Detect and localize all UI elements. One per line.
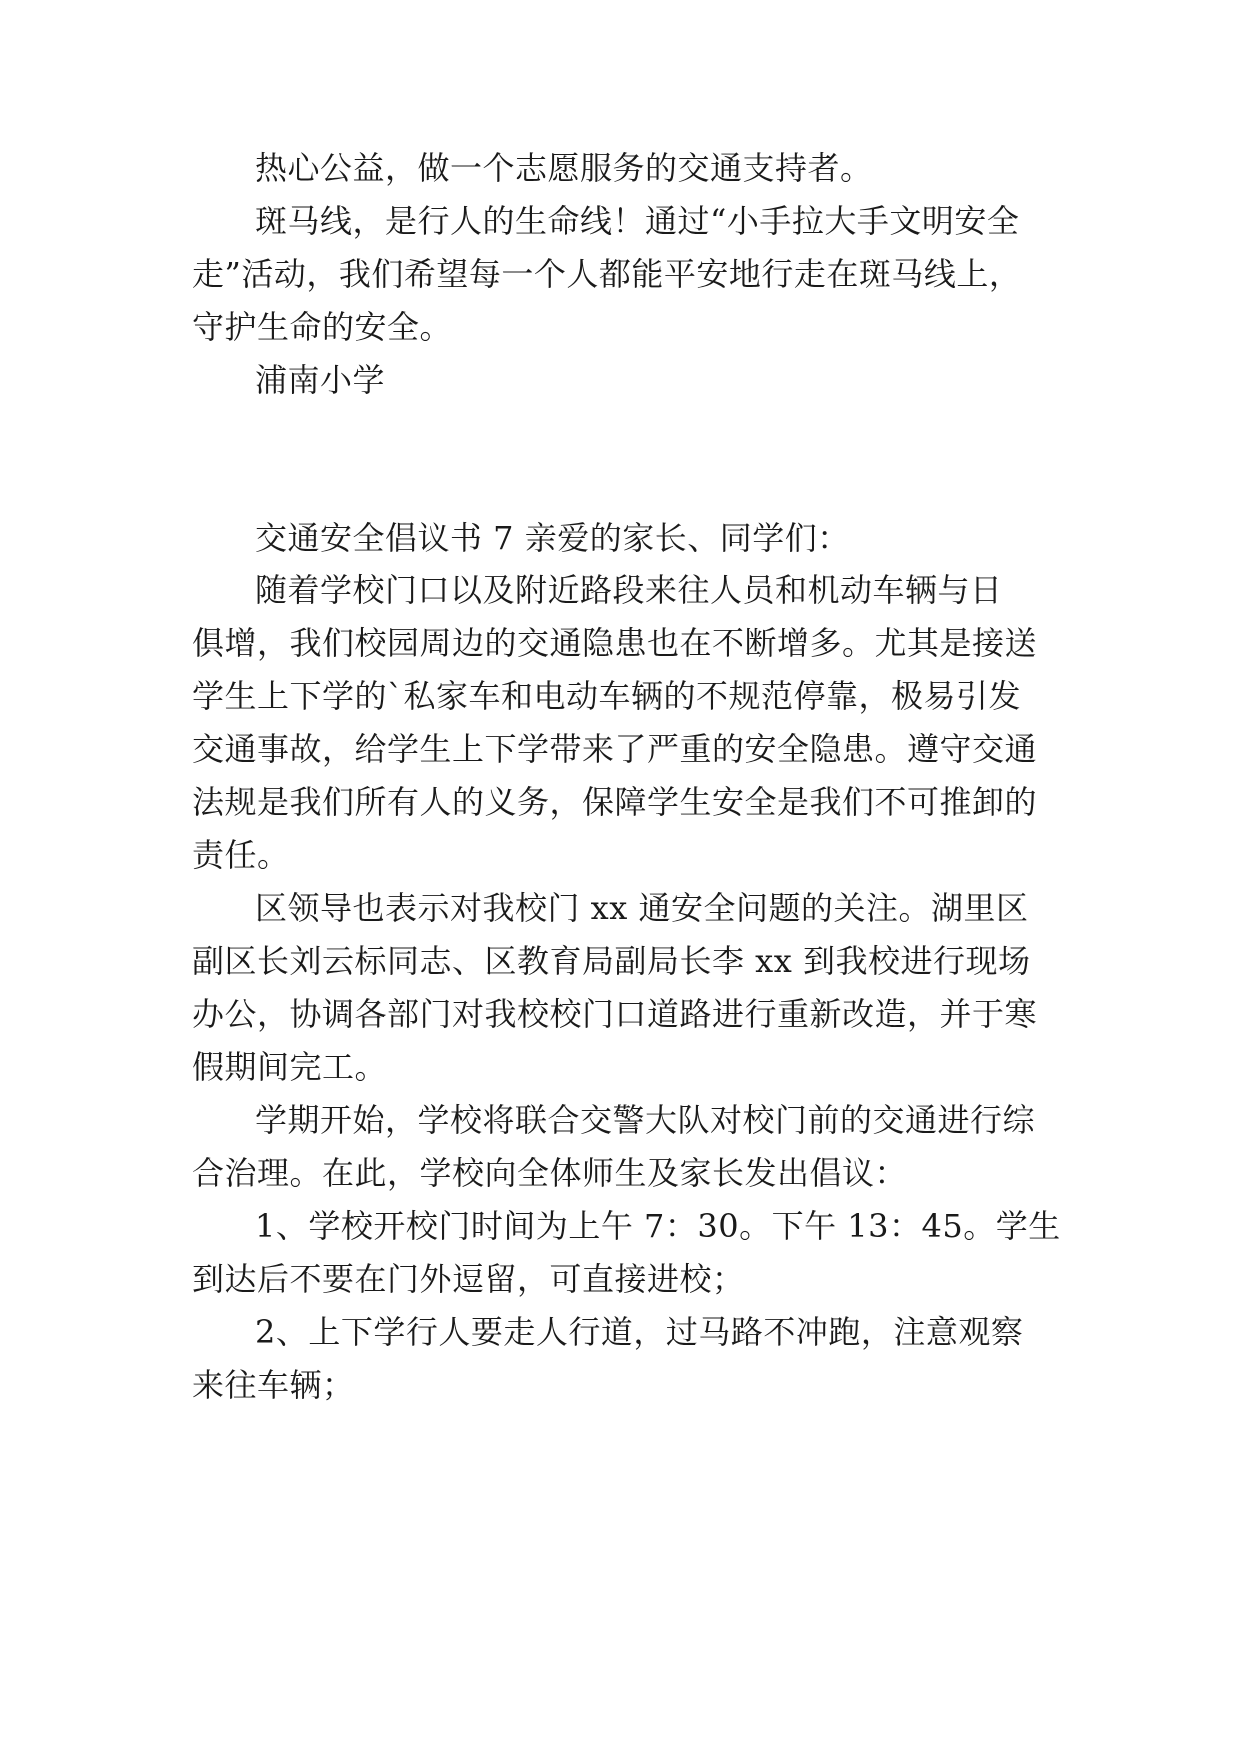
text-line: 区领导也表示对我校门 xx 通安全问题的关注。湖里区	[255, 889, 1029, 927]
text-line: 守护生命的安全。	[192, 308, 453, 346]
text-line: 交通事故，给学生上下学带来了严重的安全隐患。遵守交通	[192, 730, 1038, 768]
text-line: 合治理。在此，学校向全体师生及家长发出倡议：	[192, 1154, 908, 1192]
text-line: 斑马线，是行人的生命线！通过“小手拉大手文明安全	[255, 202, 1020, 240]
text-line: 法规是我们所有人的义务，保障学生安全是我们不可推卸的	[192, 783, 1038, 821]
text-line: 走”活动，我们希望每一个人都能平安地行走在斑马线上，	[192, 255, 1022, 293]
list-item-continuation: 来往车辆；	[192, 1366, 355, 1404]
text-line: 学生上下学的`私家车和电动车辆的不规范停靠，极易引发	[192, 677, 1022, 715]
text-line: 假期间完工。	[192, 1048, 388, 1086]
school-signature: 浦南小学	[255, 361, 386, 399]
text-line: 学期开始，学校将联合交警大队对校门前的交通进行综	[255, 1101, 1036, 1139]
text-line: 责任。	[192, 836, 290, 874]
text-line: 随着学校门口以及附近路段来往人员和机动车辆与日	[255, 571, 1003, 609]
section-heading: 交通安全倡议书 7 亲爱的家长、同学们：	[255, 519, 850, 557]
text-line: 办公，协调各部门对我校校门口道路进行重新改造，并于寒	[192, 995, 1038, 1033]
list-item-continuation: 到达后不要在门外逗留，可直接进校；	[192, 1260, 745, 1298]
list-item: 2、上下学行人要走人行道，过马路不冲跑，注意观察	[255, 1313, 1024, 1351]
text-line: 热心公益，做一个志愿服务的交通支持者。	[255, 149, 873, 187]
list-item: 1、学校开校门时间为上午 7：30。下午 13：45。学生	[255, 1207, 1061, 1245]
text-line: 俱增，我们校园周边的交通隐患也在不断增多。尤其是接送	[192, 624, 1038, 662]
text-line: 副区长刘云标同志、区教育局副局长李 xx 到我校进行现场	[192, 942, 1031, 980]
